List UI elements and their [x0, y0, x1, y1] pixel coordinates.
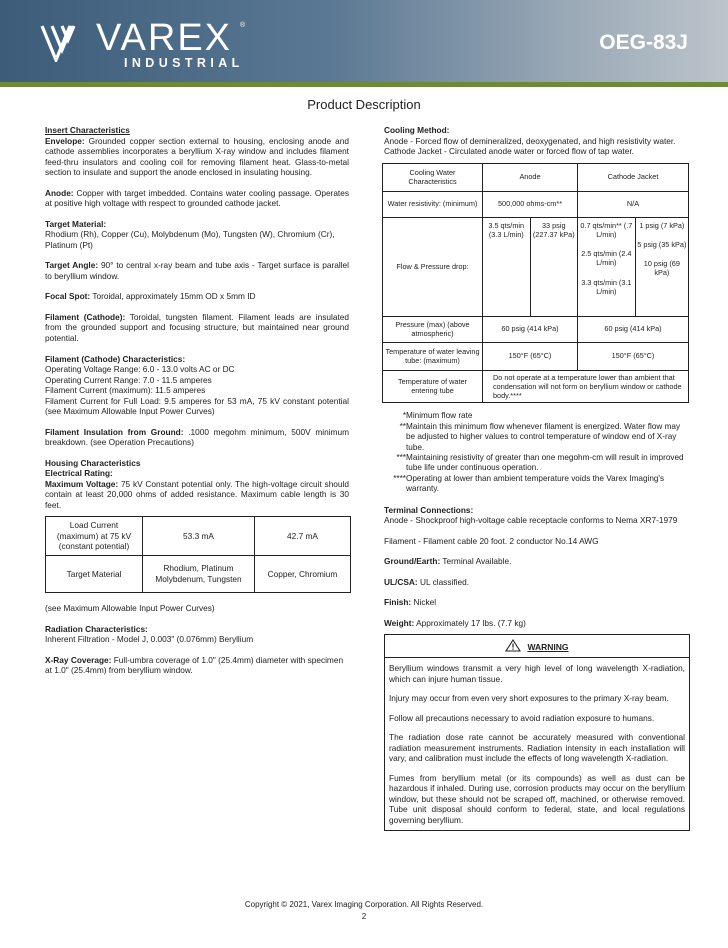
target-material-label: Target Material:	[45, 218, 107, 229]
flow-anode-cell	[483, 217, 578, 316]
flow-value: 0.7 qts/min** (.7 L/min)	[580, 220, 633, 239]
target-material-text: Rhodium (Rh), Copper (Cu), Molybdenum (Mo), Tungsten (W), Chromium (Cr), Platinum (Pt)	[45, 229, 335, 250]
table-cell: Rhodium, Platinum Molybdenum, Tungsten	[143, 556, 255, 593]
focal-spot-section	[45, 291, 349, 302]
insert-heading: Insert Characteristics	[45, 125, 130, 135]
fil-char-line: Filament Current for Full Load: 9.5 amperes for 53 mA, 75 kV constant potential (see Maximum Allowable Input Power Curves)	[45, 395, 349, 417]
focal-spot-text: Toroidal, approximately 15mm OD x 5mm ID	[92, 291, 256, 302]
fil-char-line: Operating Current Range: 7.0 - 11.5 amperes	[45, 374, 212, 385]
ground-section	[384, 556, 690, 567]
header-bar	[0, 0, 728, 82]
envelope-label: Envelope:	[45, 135, 85, 146]
finish-label: Finish:	[384, 597, 412, 608]
table-cell: 150°F (65°C)	[578, 342, 689, 370]
header-rule	[0, 82, 728, 87]
table-row	[383, 217, 689, 316]
terminal-heading: Terminal Connections:	[384, 504, 474, 515]
warning-header	[385, 639, 689, 658]
insert-section	[45, 125, 349, 178]
warning-paragraph: Follow all precautions necessary to avoid radiation exposure to humans.	[389, 712, 655, 723]
flow-value: 3.5 qts/min (3.3 L/min)	[483, 218, 530, 316]
fil-char-line: Operating Voltage Range: 6.0 - 13.0 volts AC or DC	[45, 364, 235, 375]
table-note: (see Maximum Allowable Input Power Curves)	[45, 603, 215, 613]
page-number: 2	[361, 912, 367, 922]
brand-subtitle: INDUSTRIAL	[124, 56, 244, 70]
table-row	[46, 556, 351, 593]
housing-heading: Housing Characteristics	[45, 457, 141, 468]
cooling-water-table	[382, 163, 689, 404]
footnote	[384, 453, 690, 474]
footnote-mark: ****	[393, 473, 406, 483]
table-cell: 150°F (65°C)	[483, 342, 578, 370]
terminal-section	[384, 505, 690, 526]
flow-cath-col	[578, 218, 635, 316]
footnote	[384, 474, 690, 495]
load-current-table	[45, 516, 351, 593]
footnote-text: Maintaining resistivity of greater than one megohm-cm will result in improved tube life under continuous operation.	[406, 453, 684, 473]
table-cell: 60 psig (414 kPa)	[483, 316, 578, 342]
table-cell: N/A	[578, 191, 689, 217]
flow-value: 5 psig (35 kPa)	[637, 239, 687, 249]
table-row	[46, 517, 351, 556]
filament-insulation-label: Filament Insulation from Ground:	[45, 426, 184, 437]
left-column	[45, 125, 349, 686]
table-row	[383, 163, 689, 191]
footnote	[384, 422, 690, 453]
varex-logo-icon	[40, 24, 96, 62]
table-cell: 500,000 ohms-cm**	[483, 191, 578, 217]
footnote-text: Operating at lower than ambient temperature voids the Varex Imaging's warranty.	[406, 473, 665, 494]
footnotes	[384, 411, 690, 494]
target-angle-text: 90° to central x-ray beam and tube axis - Target surface is parallel to beryllium window.	[45, 260, 349, 281]
anode-label: Anode:	[45, 187, 74, 198]
table-header-cell: Cooling Water Characteristics	[383, 163, 483, 191]
max-voltage-text: 75 kV Constant potential only. The high-voltage circuit should contain at least 20,000 ohms of added resistance. Maximum cable length is 30 feet.	[45, 478, 349, 510]
warning-title: WARNING	[527, 642, 569, 653]
target-angle-label: Target Angle:	[45, 260, 99, 271]
finish-section	[384, 597, 690, 608]
anode-section	[45, 188, 349, 209]
copyright-text: Copyright © 2021, Varex Imaging Corporation. All Rights Reserved.	[244, 900, 484, 909]
envelope-text: Grounded copper section external to housing, enclosing anode and cathode assemblies incorporates a beryllium X-ray window and includes filament feed-thru insulators and cooling coil for removing filament heat. Glass-to-metal section to insulate and support the anode enclosed in insulating housing.	[45, 135, 349, 178]
terminal-anode-text: Anode - Shockproof high-voltage cable receptacle conforms to Nema XR7-1979	[384, 515, 678, 526]
weight-section	[384, 618, 690, 629]
table-header-cell: Cathode Jacket	[578, 163, 689, 191]
filament-characteristics-heading: Filament (Cathode) Characteristics:	[45, 353, 186, 364]
housing-section	[45, 458, 349, 511]
footnote-mark: *	[402, 411, 406, 421]
flow-anode-grid	[483, 218, 577, 316]
radiation-section	[45, 624, 349, 645]
table-row	[383, 316, 689, 342]
table-row	[383, 342, 689, 370]
ul-text: UL classified.	[419, 576, 470, 587]
cooling-heading: Cooling Method:	[384, 125, 450, 135]
footnote-text: Minimum flow rate	[406, 411, 473, 421]
ul-label: UL/CSA:	[384, 576, 418, 587]
table-cell: Temperature of water entering tube	[383, 370, 483, 403]
flow-value: 10 psig (69 kPa)	[643, 259, 680, 278]
footnote-mark: ***	[396, 453, 406, 463]
warning-paragraph: Beryllium windows transmit a very high level of long wavelength X-radiation, which can injure human tissue.	[389, 663, 685, 684]
flow-cath-col	[635, 218, 688, 316]
weight-label: Weight:	[384, 617, 415, 628]
brand-name: VAREX	[96, 17, 233, 59]
xray-coverage-label: X-Ray Coverage:	[45, 654, 112, 665]
filament-insulation-text: .1000 megohm minimum, 500V minimum breakdown. (see Operation Precautions)	[45, 426, 349, 448]
table-row	[383, 370, 689, 403]
table-cell: Flow & Pressure drop:	[383, 217, 483, 316]
filament-section	[45, 312, 349, 344]
warning-box	[384, 634, 690, 830]
flow-value: 33 psig (227.37 kPa)	[532, 220, 575, 239]
table-cell: Do not operate at a temperature lower than ambient that condensation will not form on beryllium window or cathode body.****	[483, 370, 689, 403]
finish-text: Nickel	[413, 597, 437, 608]
table-cell: Pressure (max) (above atmospheric)	[383, 316, 483, 342]
footnote-mark: **	[399, 421, 406, 431]
table-cell: Water resistivity: (minimum)	[383, 191, 483, 217]
electrical-rating-heading: Electrical Rating:	[45, 468, 113, 479]
terminal-filament-text: Filament - Filament cable 20 foot. 2 conductor No.14 AWG	[384, 535, 599, 546]
warning-paragraph: Injury may occur from even very short exposures to the primary X-ray beam.	[389, 693, 669, 704]
ground-text: Terminal Available.	[442, 556, 512, 567]
focal-spot-label: Focal Spot:	[45, 291, 91, 302]
filament-text: Toroidal, tungsten filament. Filament leads are insulated from the grounded support and focusing structure, but maintained near ground potential.	[45, 311, 350, 343]
model-number: OEG-83J	[599, 31, 688, 54]
flow-value: 2.5 qts/min (2.4 L/min)	[581, 249, 632, 268]
table-cell: Copper, Chromium	[255, 556, 351, 593]
table-cell: Load Current (maximum) at 75 kV (constant potential)	[46, 517, 143, 556]
table-row	[383, 191, 689, 217]
xray-coverage-text: Full-umbra coverage of 1.0" (25.4mm) diameter with specimen at 1.0" (25.4mm) from beryllium window.	[45, 654, 344, 676]
table-cell: 53.3 mA	[143, 517, 255, 556]
registered-mark: ®	[240, 22, 246, 29]
flow-value: 1 psig (7 kPa)	[639, 220, 685, 230]
table-cell: Target Material	[46, 556, 143, 593]
radiation-text: Inherent Filtration - Model J, 0.003" (0.076mm) Beryllium	[45, 634, 254, 645]
flow-value: 3.3 qts/min (3.1 L/min)	[581, 277, 632, 296]
right-column	[384, 125, 690, 831]
cooling-anode-text: Anode - Forced flow of demineralized, deoxygenated, and high resistivity water.	[384, 135, 676, 146]
target-angle-section	[45, 260, 349, 281]
footnote	[384, 411, 690, 421]
table-cell: 60 psig (414 kPa)	[578, 316, 689, 342]
flow-cathode-grid	[578, 218, 688, 316]
warning-paragraph: Fumes from beryllium metal (or its compounds) as well as dust can be hazardous if inhaled. During use, corrosion products may occur on the beryllium window, but these should not be scraped off, machined, or otherwise removed. Tube unit disposal should conform to federal, state, and local regulations governing beryllium.	[389, 772, 685, 825]
cooling-cathode-text: Cathode Jacket - Circulated anode water or forced flow of tap water.	[384, 146, 634, 157]
flow-cathode-cell	[578, 217, 689, 316]
xray-coverage-section	[45, 655, 349, 676]
weight-text: Approximately 17 lbs. (7.7 kg)	[416, 617, 526, 628]
footnote-text: Maintain this minimum flow whenever filament is energized. Water flow may be adjusted to higher values to control temperature of window end of X-ray tube.	[406, 421, 681, 452]
page-title: Product Description	[307, 97, 421, 112]
fil-char-line: Filament Current (maximum): 11.5 amperes	[45, 385, 206, 396]
anode-text: Copper with target imbedded. Contains water cooling passage. Operates at positive high voltage with respect to grounded cathode jacket.	[45, 187, 349, 209]
ul-section	[384, 577, 690, 588]
radiation-heading: Radiation Characteristics:	[45, 623, 148, 634]
warning-triangle-icon	[505, 639, 521, 652]
warning-paragraph: The radiation dose rate cannot be accurately measured with conventional radiation measurement instruments. Radiation intensity in each installation will vary, and calibration must include the effects of long wavelength X-radiation.	[389, 732, 685, 764]
table-cell: Temperature of water leaving tube: (maximum)	[383, 342, 483, 370]
filament-label: Filament (Cathode):	[45, 311, 126, 322]
filament-insulation-section	[45, 427, 349, 448]
table-header-cell: Anode	[483, 163, 578, 191]
filament-characteristics-section	[45, 354, 349, 417]
footer	[0, 900, 728, 922]
table-cell: 42.7 mA	[255, 517, 351, 556]
ground-label: Ground/Earth:	[384, 556, 441, 567]
target-material-section	[45, 219, 349, 251]
cooling-section	[384, 125, 690, 157]
max-voltage-label: Maximum Voltage:	[45, 478, 119, 489]
